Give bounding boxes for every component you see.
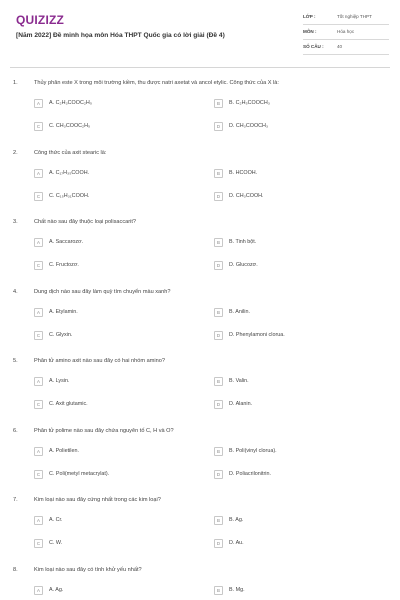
option-text: A. Cr. <box>49 517 63 523</box>
option-letter-box[interactable]: D <box>214 331 223 340</box>
option-letter-box[interactable]: C <box>34 122 43 131</box>
question-text: Phân tử polime nào sau đây chứa nguyên tố C, H và O? <box>34 427 174 434</box>
document-title: [Năm 2022] Đề minh họa môn Hóa THPT Quốc gia có lời giải (Đề 4) <box>16 32 225 39</box>
option-text: A. Ag. <box>49 586 64 593</box>
option-letter-box[interactable]: A <box>34 169 43 178</box>
meta-label: SỐ CÂU : <box>303 44 324 49</box>
question-item <box>0 219 400 289</box>
question-text: Công thức của axit stearic là: <box>34 149 107 156</box>
option-letter-box[interactable]: C <box>34 400 43 409</box>
question-text: Dung dịch nào sau đây làm quỳ tím chuyển màu xanh? <box>34 288 171 295</box>
question-number: 2. <box>13 149 18 156</box>
question-number: 1. <box>13 80 18 86</box>
option-text: A. C₂H₃COOC₂H₅ <box>49 100 92 106</box>
document-header <box>0 0 400 66</box>
option-text: C. Poli(metyl metacrylat). <box>49 470 110 477</box>
quizizz-logo: QUIZIZZ <box>16 13 65 27</box>
option-text: C. Fructozơ. <box>49 262 79 268</box>
option-text: D. Glucozơ. <box>229 262 258 268</box>
question-item <box>0 289 400 359</box>
option-text: D. CH₃COOCH₃ <box>229 123 269 129</box>
option-text: D. Alanin. <box>229 401 253 407</box>
option-text: A. Lysin. <box>49 378 70 384</box>
option-text: B. C₂H₅COOCH₃ <box>229 100 270 106</box>
option-text: D. CH₃COOH. <box>229 192 264 199</box>
meta-value: Tốt nghiệp THPT <box>337 14 372 19</box>
option-text: C. C₁₅H₃₁COOH. <box>49 192 90 199</box>
option-text: B. Anilin. <box>229 308 250 315</box>
meta-label: LỚP : <box>303 14 316 19</box>
meta-value: 40 <box>337 44 343 49</box>
option-letter-box[interactable]: A <box>34 308 43 317</box>
option-letter-box[interactable]: C <box>34 261 43 270</box>
question-number: 7. <box>13 497 18 503</box>
option-text: A. C₁₇H₃₅COOH. <box>49 169 90 176</box>
option-text: C. CH₃COOC₂H₅ <box>49 123 91 129</box>
question-number: 5. <box>13 358 18 364</box>
option-text: A. Polietilen. <box>49 447 79 454</box>
question-item <box>0 358 400 428</box>
question-text: Phân tử amino axit nào sau đây có hai nhóm amino? <box>34 358 165 364</box>
option-letter-box[interactable]: B <box>214 516 223 525</box>
option-text: B. Valin. <box>229 378 249 384</box>
question-number: 8. <box>13 566 18 573</box>
option-letter-box[interactable]: B <box>214 99 223 108</box>
option-text: D. Poliacrilonitrin. <box>229 470 271 477</box>
option-text: C. W. <box>49 540 63 546</box>
option-letter-box[interactable]: D <box>214 470 223 479</box>
question-text: Chất nào sau đây thuộc loại polisaccarit? <box>34 219 136 225</box>
question-item <box>0 80 400 150</box>
option-letter-box[interactable]: D <box>214 192 223 201</box>
option-letter-box[interactable]: C <box>34 470 43 479</box>
question-item <box>0 150 400 220</box>
option-letter-box[interactable]: A <box>34 516 43 525</box>
option-letter-box[interactable]: A <box>34 238 43 247</box>
option-letter-box[interactable]: C <box>34 192 43 201</box>
option-letter-box[interactable]: B <box>214 308 223 317</box>
option-letter-box[interactable]: B <box>214 377 223 386</box>
option-text: D. Phenylamoni clorua. <box>229 331 285 338</box>
question-number: 6. <box>13 427 18 434</box>
option-letter-box[interactable]: B <box>214 447 223 456</box>
option-letter-box[interactable]: D <box>214 261 223 270</box>
option-text: D. Au. <box>229 540 244 546</box>
option-letter-box[interactable]: A <box>34 99 43 108</box>
option-letter-box[interactable]: A <box>34 377 43 386</box>
question-text: Thủy phân este X trong môi trường kiềm, thu được natri axetat và ancol etylic. Công thức của X là: <box>34 80 279 86</box>
question-item <box>0 567 400 600</box>
option-text: B. Tinh bột. <box>229 239 257 245</box>
option-letter-box[interactable]: B <box>214 169 223 178</box>
option-text: A. Saccarozơ. <box>49 239 84 245</box>
header-divider <box>10 67 390 68</box>
option-letter-box[interactable]: B <box>214 238 223 247</box>
question-number: 4. <box>13 288 18 295</box>
option-text: B. Mg. <box>229 586 245 593</box>
option-text: B. Ag. <box>229 517 244 523</box>
option-letter-box[interactable]: C <box>34 539 43 548</box>
option-letter-box[interactable]: C <box>34 331 43 340</box>
option-text: B. Poli(vinyl clorua). <box>229 447 277 454</box>
option-text: B. HCOOH. <box>229 169 258 176</box>
question-text: Kim loại nào sau đây có tính khử yếu nhất? <box>34 566 142 573</box>
option-letter-box[interactable]: D <box>214 539 223 548</box>
option-letter-box[interactable]: D <box>214 122 223 131</box>
option-text: C. Glyxin. <box>49 331 73 338</box>
document-meta <box>303 10 389 55</box>
meta-row-class <box>303 10 389 25</box>
meta-row-count <box>303 40 389 55</box>
meta-row-subject <box>303 25 389 40</box>
option-letter-box[interactable]: A <box>34 586 43 595</box>
option-text: C. Axit glutamic. <box>49 401 88 407</box>
option-letter-box[interactable]: B <box>214 586 223 595</box>
meta-label: MÔN : <box>303 29 317 34</box>
meta-value: Hóa học <box>337 29 355 34</box>
question-item <box>0 497 400 567</box>
question-item <box>0 428 400 498</box>
option-letter-box[interactable]: D <box>214 400 223 409</box>
option-text: A. Etylamin. <box>49 308 78 315</box>
question-number: 3. <box>13 219 18 225</box>
question-text: Kim loại nào sau đây cứng nhất trong các kim loại? <box>34 497 161 503</box>
option-letter-box[interactable]: A <box>34 447 43 456</box>
